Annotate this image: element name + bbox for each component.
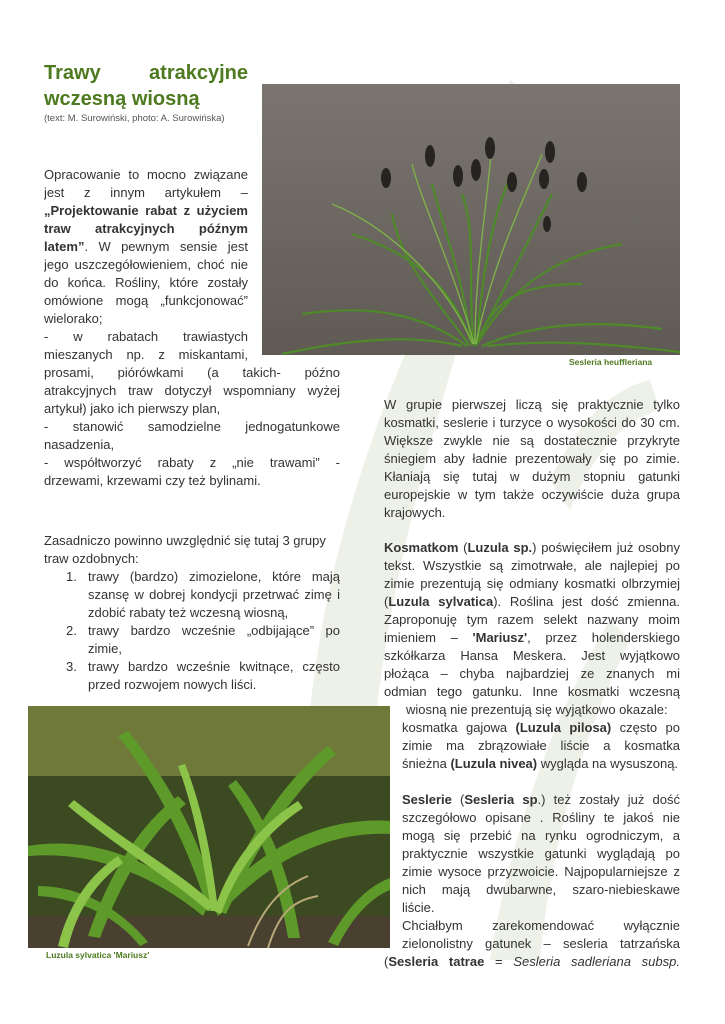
- bullet-line: prosami, piórówkami (a takich- późno: [44, 365, 340, 380]
- article-title: [44, 60, 248, 112]
- text-fragment: imieniem –: [384, 630, 458, 645]
- text-line: Zaproponuję tym razem selekt nazwany moim: [384, 612, 680, 627]
- text-fragment: wygląda na wysuszoną.: [537, 756, 679, 771]
- text-line: [44, 238, 248, 256]
- text-line: zimie wysoce przyzwoicie. Najpopularniejsze z: [402, 864, 680, 879]
- text-line: (Sesleria tatrae = Sesleria sadleriana subsp.: [384, 954, 680, 969]
- text-line: Zasadniczo powinno uwzględnić się tutaj 3 grupy: [44, 533, 326, 548]
- text-line: trawy bardzo wcześnie „odbijające” po: [88, 623, 340, 638]
- bullet-line: mieszanych np. z miskantami,: [44, 347, 248, 362]
- plant-name-bold: Kosmatkom: [384, 540, 459, 555]
- plant-name-bold: (Luzula nivea): [450, 756, 538, 771]
- text-line: trawy bardzo wcześnie kwitnące, często: [88, 659, 340, 674]
- text-line: zimie,: [88, 641, 122, 656]
- title-line-2: wczesną wiosną: [44, 88, 200, 110]
- text-line: zimie prezentują się odmiany kosmatki olbrzymiej: [384, 576, 680, 591]
- list-item: [66, 658, 340, 694]
- text-line: szansę w dobrej kondycji przetrwać zimę i: [88, 587, 340, 602]
- caption-photo-2: Luzula sylvatica 'Mariusz': [46, 950, 150, 960]
- text-line: szczegółowo opisane . Rośliny te jakoś nie: [402, 810, 680, 825]
- text-line: szkółkarza Hansa Meskera. Jest wyjątkowo: [384, 648, 680, 663]
- bullet-line: - współtworzyć rabaty z „nie trawami” -: [44, 455, 340, 470]
- text-line: [402, 755, 680, 773]
- text-line: wiosną nie prezentują się wyjątkowo okazale:: [406, 702, 668, 717]
- photo-sesleria-heuffleriana: [262, 84, 680, 355]
- kosmatki-paragraph: [384, 539, 680, 701]
- list-item: [66, 622, 340, 658]
- list-number: 3.: [66, 659, 77, 674]
- text-line: krajowych.: [384, 505, 446, 520]
- text-line: traw ozdobnych:: [44, 551, 139, 566]
- text-line: zdobić rabaty też wczesną wiosną,: [88, 605, 289, 620]
- text-fragment: .) też zostały już dość: [537, 792, 680, 807]
- text-line: jego uszczegółowieniem, choć nie: [44, 257, 248, 272]
- text-fragment: często po: [619, 720, 680, 735]
- bullet-line: nasadzenia,: [44, 437, 115, 452]
- title-word-2: atrakcyjne: [149, 62, 248, 84]
- text-line: [384, 629, 680, 647]
- bullet-line: - w rabatach trawiastych: [44, 329, 248, 344]
- text-line: trawy (bardzo) zimozielone, które mają: [88, 569, 340, 584]
- text-line: Kłaniają się tutaj w dużym stopniu gatunki: [384, 469, 680, 484]
- text-fragment: , przez holenderskiego: [527, 630, 680, 645]
- groups-intro: [44, 532, 340, 568]
- text-line: praktycznie wszystkie gatunki wyglądają po: [402, 846, 680, 861]
- group1-paragraph: [384, 396, 680, 522]
- text-line: jest z innym artykułem –: [44, 185, 248, 200]
- author-credit: (text: M. Surowiński, photo: A. Surowińska): [44, 113, 225, 124]
- text-line: zielonolistny gatunek – sesleria tatrzańska: [402, 936, 680, 951]
- plant-name-italic: Sesleria sadleriana subsp.: [513, 954, 680, 969]
- plant-name-bold: Sesleria sp: [464, 792, 538, 807]
- seslerie-paragraph-end: [384, 953, 680, 971]
- list-number: 1.: [66, 569, 77, 584]
- text-fragment: =: [484, 954, 514, 969]
- text-line: Seslerie (Sesleria sp.) też zostały już dość: [402, 792, 680, 807]
- text-line: [402, 719, 680, 737]
- bullet-line: artykuł) jako ich pierwszy plan,: [44, 401, 221, 416]
- text-line: europejskie w tym także oczywiście duża grupa: [384, 487, 680, 502]
- plant-name-bold: Luzula sylvatica: [388, 594, 494, 609]
- text-line: Kosmatkom (Luzula sp.) poświęciłem już osobny: [384, 540, 680, 555]
- bullet-line: - stanowić samodzielne jednogatunkowe: [44, 419, 340, 434]
- text-line: kosmatki, seslerie i turzyce o wysokości do 30 cm.: [384, 415, 680, 430]
- text-line: śniegiem aby ładnie prezentowały się po zimie.: [384, 451, 680, 466]
- kosmatki-paragraph-cont: [402, 701, 680, 773]
- bullets-paragraph: [44, 364, 340, 490]
- text-line: wielorako;: [44, 311, 103, 326]
- text-fragment: śnieżna: [402, 756, 447, 771]
- plant-name-bold: Luzula sp.: [467, 540, 533, 555]
- groups-list: [66, 568, 340, 694]
- cultivar-name-bold: 'Mariusz': [472, 630, 528, 645]
- text-line: odmian tego gatunku. Inne kosmatki wczesną: [384, 684, 680, 699]
- caption-photo-1: Sesleria heuffleriana: [569, 357, 653, 367]
- text-line: Chciałbym zarekomendować wyłącznie: [402, 918, 680, 933]
- text-line: (Luzula sylvatica). Roślina jest dość zmienna.: [384, 594, 680, 609]
- text-fragment: . W pewnym sensie jest: [84, 239, 248, 254]
- text-line: mogą się przebić na rynku ogrodniczym, a: [402, 828, 680, 843]
- seslerie-paragraph: [402, 791, 680, 953]
- text-line: tekst. Wszystkie są zimotrwałe, ale najlepiej po: [384, 558, 680, 573]
- text-fragment: ). Roślina jest dość zmienna.: [493, 594, 680, 609]
- list-item: [66, 568, 340, 622]
- intro-paragraph: [44, 166, 248, 364]
- text-line: liście.: [402, 900, 435, 915]
- plant-name-bold: Seslerie: [402, 792, 452, 807]
- article-reference-bold: traw atrakcyjnych późnym: [44, 221, 248, 236]
- text-line: W grupie pierwszej liczą się praktycznie tylko: [384, 397, 680, 412]
- article-reference-bold: „Projektowanie rabat z użyciem: [44, 203, 248, 218]
- text-fragment: kosmatka gajowa: [402, 720, 508, 735]
- text-line: omówione mogą „funkcjonować”: [44, 293, 248, 308]
- bullet-line: drzewami, krzewami czy też bylinami.: [44, 473, 261, 488]
- text-line: Opracowanie to mocno związane: [44, 167, 248, 182]
- article-reference-bold: latem”: [44, 239, 85, 254]
- text-line: zimie ma zbrązowiałe liście a kosmatka: [402, 738, 680, 753]
- bullet-line: atrakcyjnych traw dotyczył wspomniany wyżej: [44, 383, 340, 398]
- text-line: przed rozwojem nowych liści.: [88, 677, 257, 692]
- plant-name-bold: Sesleria tatrae: [388, 954, 485, 969]
- photo-luzula-sylvatica-mariusz: [28, 706, 390, 948]
- text-fragment: ) poświęciłem już osobny: [532, 540, 680, 555]
- text-line: Większe zwykle nie są dostatecznie przykryte: [384, 433, 680, 448]
- text-line: do końca. Rośliny, które zostały: [44, 275, 248, 290]
- plant-name-bold: (Luzula pilosa): [515, 720, 612, 735]
- list-number: 2.: [66, 623, 77, 638]
- text-line: nich mają dwubarwne, szaro-niebieskawe: [402, 882, 680, 897]
- text-line: płożąca – chyba najbardziej ze znanych mi: [384, 666, 680, 681]
- title-word-1: Trawy: [44, 62, 101, 84]
